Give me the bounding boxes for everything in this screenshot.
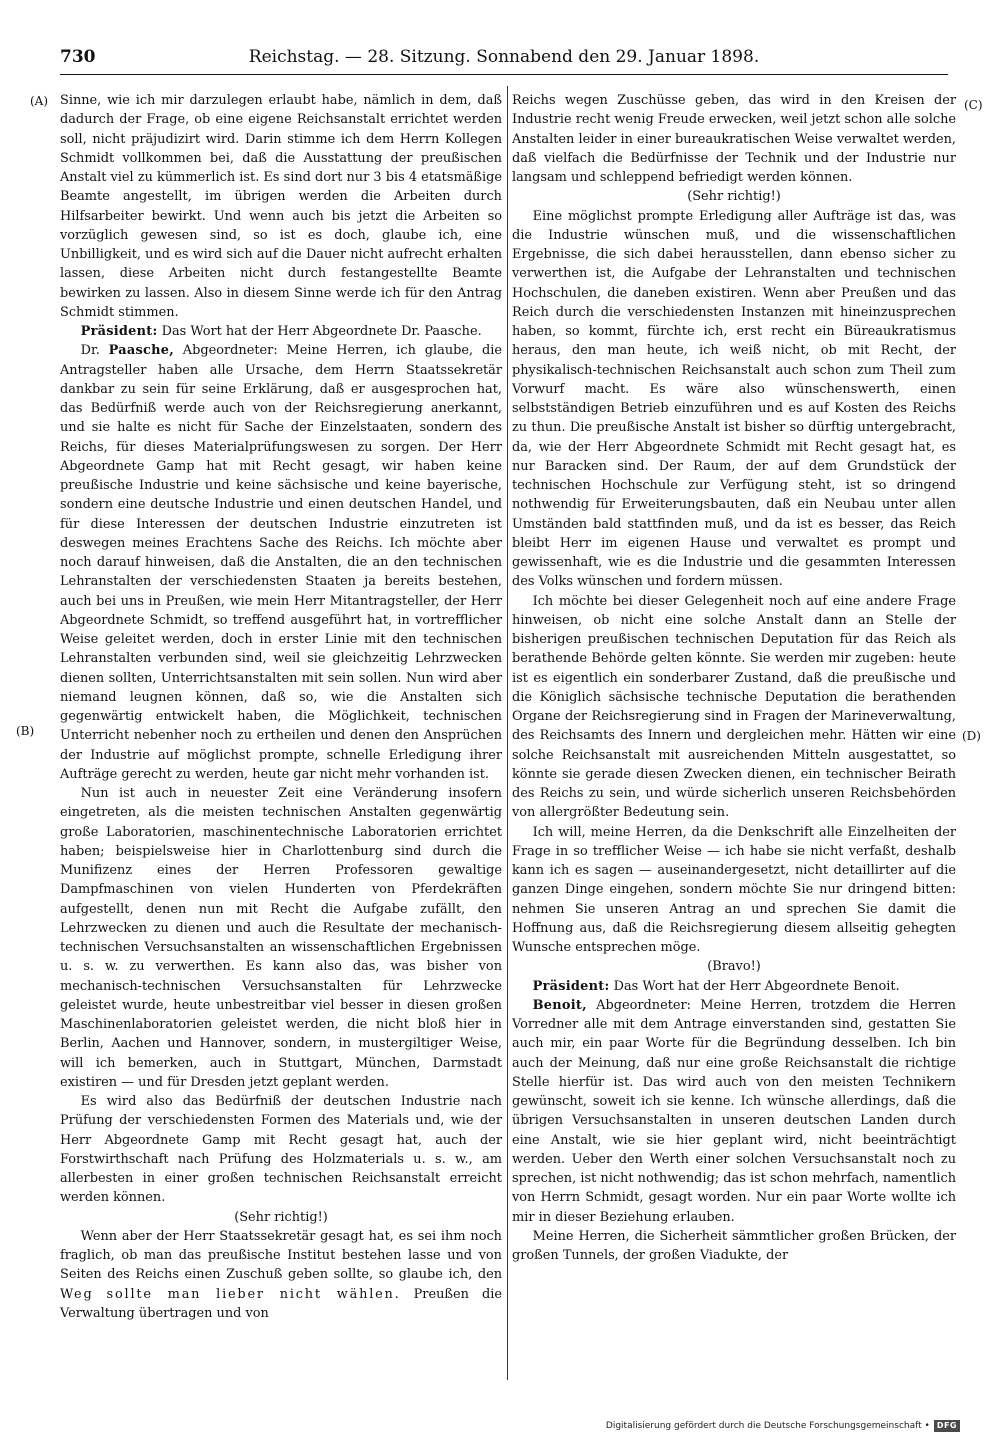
paragraph: Es wird also das Bedürfniß der deutschen Industrie nach Prüfung der verschiedensten Formen des Materials und, wie der Herr Abgeordnete Gamp mit Recht gesagt hat, auch der Forstwirthschaft nach Prüfung des Holzmaterials u. s. w., am allerbesten in einer großen technischen Reichsanstalt erreicht werden können. xyxy=(60,1094,502,1206)
interjection: (Bravo!) xyxy=(707,959,761,975)
paragraph: Sinne, wie ich mir darzulegen erlaubt habe, nämlich in dem, daß dadurch der Frage, ob eine eigene Reichsanstalt errichtet werden soll, nicht präjudizirt wird. Darin stimme ich dem Herrn Kollegen Schmidt vollkommen bei, daß die Ausstattung der preußischen Anstalt viel zu kümmerlich ist. Es sind dort nur 3 bis 4 etatsmäßige Beamte angestellt, im übrigen werden die Arbeiten durch Hilfsarbeiter bewirkt. Und wenn auch bis jetzt die Arbeiten so vorzüglich gewesen sind, so ist es doch, glaube ich, eine Unbilligkeit, und es wird sich auf die Dauer nicht aufrecht erhalten lassen, diese Arbeiten nicht durch festangestellte Beamte bewirken zu lassen. Also in diesem Sinne werde ich für den Antrag Schmidt stimmen. xyxy=(60,93,502,320)
margin-mark-c: (C) xyxy=(964,98,983,112)
speech-paasche xyxy=(60,341,502,784)
interjection: (Sehr richtig!) xyxy=(687,189,781,205)
emphasis-text: sollte man lieber nicht wählen. xyxy=(106,1286,401,1302)
speaker-prefix: Dr. xyxy=(80,343,100,359)
speech-benoit xyxy=(512,996,956,1227)
paragraph: Abgeordneter: Meine Herren, trotzdem die Herren Vorredner alle mit dem Antrage einverstanden sind, gestatten Sie auch mir, ein paar Worte für die Begründung desselben. Ich bin auch der Meinung, daß nur eine große Reichsanstalt die richtige Stelle hierfür ist. Das wird auch von den meisten Technikern gewünscht, soweit ich sie kenne. Ich wünsche allerdings, daß die übrigen Versuchsanstalten in unseren deutschen Landen durch eine Anstalt, wie sie hier geplant wird, nicht beeinträchtigt werden. Ueber den Werth einer solchen Versuchsanstalt noch zu sprechen, ist nicht nothwendig; das ist schon mehrfach, namentlich von Herrn Schmidt, gesagt worden. Nur ein paar Worte wollte ich mir in dieser Beziehung erlauben. xyxy=(512,997,956,1225)
speaker-label: Benoit, xyxy=(532,997,587,1013)
president-statement xyxy=(512,977,956,996)
column-divider xyxy=(507,86,508,1380)
paragraph-text: Preußen die Verwaltung übertragen und von xyxy=(60,1286,502,1321)
paragraph: Eine möglichst prompte Erledigung aller Aufträge ist das, was die Industrie wünschen muß, und die wissenschaftlichen Ergebnisse, die sich dabei herausstellen, dann ebenso sicher zu verwerthen ist, die Aufgabe der Lehranstalten und technischen Hochschulen, die daneben existiren. Wenn aber Preußen und das Reich durch die verschiedensten Instanzen mit hineinzusprechen haben, so kommt, fürchte ich, erst recht ein Büreaukratismus heraus, den man heute, ich weiß nicht, ob mit Recht, der physikalisch-technischen Reichsanstalt auch schon zum Theil zum Vorwurf macht. Es wäre also wünschenswerth, einen selbstständigen Betrieb einzuführen und es auf Kosten des Reichs zu thun. Die preußische Anstalt ist bisher so dürftig untergebracht, da, wie der Herr Abgeordnete Schmidt mit Recht gesagt hat, es nur Baracken sind. Der Raum, der auf dem Grundstück der technischen Hochschule zur Verfügung steht, ist so dringend nothwendig für Erweiterungsbauten, daß ein Neubau unter allen Umständen bald stattfinden muß, und da ist es besser, das Reich bleibt Herr im eigenen Hause und verwaltet es prompt und gewissenhaft, wie es die Industrie und die gesammten Interessen des Volks wünschen und fordern müssen. xyxy=(512,208,956,590)
president-statement xyxy=(60,322,502,341)
speaker-label: Präsident: xyxy=(80,324,158,339)
emphasis-weg: Weg xyxy=(60,1286,94,1302)
paragraph: Ich möchte bei dieser Gelegenheit noch auf eine andere Frage hinweisen, ob nicht eine solche Anstalt dann an Stelle der bisherigen preußischen technischen Deputation für das Reich als berathende Behörde gelten könnte. Sie werden mir zugeben: heute ist es eigentlich ein sonderbarer Zustand, daß die preußische und die Königlich sächsische technische Deputation die berathenden Organe der Reichsregierung sind in Fragen der Marineverwaltung, des Reichsamts des Innern und dergleichen mehr. Hätten wir eine solche Reichsanstalt mit ausreichenden Mitteln ausgestattet, so könnte sie gerade diesen Zwecken dienen, ein technischer Beirath des Reichs zu sein, und würde sicherlich unseren Reichsbehörden von allergrößter Bedeutung sein. xyxy=(512,593,956,821)
paragraph xyxy=(60,1227,502,1323)
speaker-label: Paasche, xyxy=(108,343,174,359)
margin-mark-b: (B) xyxy=(16,724,35,738)
digitization-credit xyxy=(606,1420,960,1432)
paragraph: Reichs wegen Zuschüsse geben, das wird in den Kreisen der Industrie recht wenig Freude erwecken, weil jetzt schon alle solche Anstalten leider in einer bureaukratischen Weise verwaltet werden, daß vielfach die Bedürfnisse der Technik und der Industrie nur langsam und schleppend befriedigt werden können. xyxy=(512,93,956,185)
right-column xyxy=(512,91,956,1265)
paragraph: Abgeordneter: Meine Herren, ich glaube, die Antragsteller haben alle Ursache, dem Herrn Staatssekretär dankbar zu sein für seine Erklärung, daß er ausgesprochen hat, das Bedürfniß werde auch von der Reichsregierung anerkannt, und sie halte es nicht für Sache der Einzelstaaten, sondern des Reichs, für dieses Materialprüfungswesen zu sorgen. Der Herr Abgeordnete Gamp hat mit Recht gesagt, wir haben keine preußische Industrie und keine sächsische und keine bayerische, sondern eine deutsche Industrie und einen deutschen Handel, und für diese Interessen der deutschen Industrie einzutreten ist deswegen meines Erachtens Sache des Reichs. Ich möchte aber noch darauf hinweisen, daß die Anstalten, die an den technischen Lehranstalten der verschiedensten Staaten ja bereits bestehen, auch bei uns in Preußen, wie mein Herr Mitantragsteller, der Herr Abgeordnete Schmidt, so treffend ausgeführt hat, in vortrefflicher Weise geleitet werden, doch in erster Linie mit den technischen Lehranstalten verbunden sind, weil sie gleichzeitig Lehrzwecken dienen sollten, Unterrichtsanstalten mit sein sollen. Nun wird aber niemand leugnen können, daß so, wie die Anstalten sich gegenwärtig entwickelt haben, die Möglichkeit, technischen Unterricht nebenher noch zu ertheilen und denen den Ansprüchen der Industrie auf möglichst prompte, schnelle Erledigung ihrer Aufträge gerecht zu werden, heute gar nicht mehr vorhanden ist. xyxy=(60,343,502,782)
speaker-label: Präsident: xyxy=(532,978,610,994)
paragraph: Ich will, meine Herren, da die Denkschrift alle Einzelheiten der Frage in so trefflicher Weise — ich habe sie nicht verfaßt, deshalb kann ich es sagen — auseinandergesetzt, nicht detaillirter auf die ganzen Dinge eingehen, sondern möchte Sie nur dringend bitten: nehmen Sie unseren Antrag an und sprechen Sie damit die Hoffnung aus, daß die Reichsregierung diesem allseitig gehegten Wunsche entsprechen möge. xyxy=(512,824,956,955)
dfg-logo: DFG xyxy=(934,1420,960,1432)
page-number: 730 xyxy=(60,47,96,67)
paragraph: Das Wort hat der Herr Abgeordnete Benoit. xyxy=(613,978,900,994)
margin-mark-d: (D) xyxy=(962,729,981,743)
paragraph-text: Wenn aber der Herr Staatssekretär gesagt hat, es sei ihm noch fraglich, ob man das preußische Institut bestehen lasse und von Seiten des Reichs einen Zuschuß geben sollte, so glaube ich, den xyxy=(60,1228,502,1283)
left-column xyxy=(60,91,502,1323)
header-rule xyxy=(60,74,948,75)
interjection: (Sehr richtig!) xyxy=(234,1209,328,1225)
paragraph: Nun ist auch in neuester Zeit eine Veränderung insofern eingetreten, als die meisten technischen Anstalten gegenwärtig große Laboratorien, maschinentechnische Laboratorien errichtet haben; beispielsweise hier in Charlottenburg sind durch die Munifizenz eines der Herren Professoren gewaltige Dampfmaschinen von vielen Hunderten von Pferdekräften aufgestellt, denen nun mit Recht die Aufgabe zufällt, den Lehrzwecken zu dienen und auch die Resultate der mechanisch-technischen Versuchsanstalten an wissenschaftlichen Ergebnissen u. s. w. zu verwerthen. Es kann also das, was bisher von mechanisch-technischen Versuchsanstalten für Lehrzwecke geleistet wurde, heute unbestreitbar viel besser in diesen großen Maschinenlaboratorien geleistet werden, die nicht bloß hier in Berlin, Aachen und Hannover, sondern, in mustergiltiger Weise, will ich bemerken, auch in Stuttgart, München, Darmstadt existiren — und für Dresden jetzt geplant werden. xyxy=(60,786,502,1090)
paragraph: Meine Herren, die Sicherheit sämmtlicher großen Brücken, der großen Tunnels, der großen Viadukte, der xyxy=(512,1228,956,1263)
paragraph: Das Wort hat der Herr Abgeordnete Dr. Paasche. xyxy=(161,324,482,339)
running-title: Reichstag. — 28. Sitzung. Sonnabend den 29. Januar 1898. xyxy=(248,47,760,67)
credit-text: Digitalisierung gefördert durch die Deutsche Forschungsgemeinschaft • xyxy=(605,1421,930,1431)
margin-mark-a: (A) xyxy=(30,94,49,108)
